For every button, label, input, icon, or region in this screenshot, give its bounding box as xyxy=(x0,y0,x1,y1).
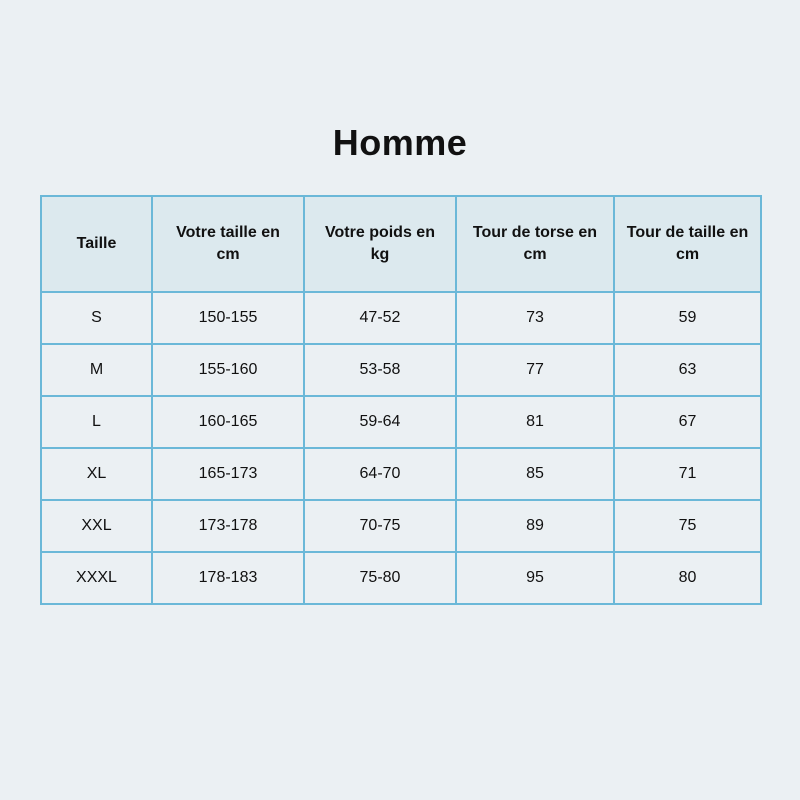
table-row xyxy=(41,552,761,604)
cell-weight: 47-52 xyxy=(304,292,456,344)
cell-height: 160-165 xyxy=(152,396,304,448)
cell-waist: 75 xyxy=(614,500,761,552)
cell-waist: 59 xyxy=(614,292,761,344)
table-row xyxy=(41,292,761,344)
cell-height: 173-178 xyxy=(152,500,304,552)
cell-weight: 53-58 xyxy=(304,344,456,396)
cell-size: XXL xyxy=(41,500,152,552)
size-chart-table xyxy=(40,195,762,605)
cell-size: S xyxy=(41,292,152,344)
table-body xyxy=(41,292,761,604)
cell-weight: 64-70 xyxy=(304,448,456,500)
cell-weight: 59-64 xyxy=(304,396,456,448)
header-row xyxy=(41,196,761,292)
cell-waist: 71 xyxy=(614,448,761,500)
cell-height: 155-160 xyxy=(152,344,304,396)
cell-weight: 70-75 xyxy=(304,500,456,552)
cell-weight: 75-80 xyxy=(304,552,456,604)
cell-waist: 63 xyxy=(614,344,761,396)
cell-size: M xyxy=(41,344,152,396)
cell-chest: 85 xyxy=(456,448,614,500)
page-title: Homme xyxy=(332,122,468,163)
header-size: Taille xyxy=(41,196,152,292)
table-header xyxy=(41,196,761,292)
table-row xyxy=(41,500,761,552)
header-height: Votre taille en cm xyxy=(152,196,304,292)
cell-height: 165-173 xyxy=(152,448,304,500)
cell-waist: 80 xyxy=(614,552,761,604)
cell-chest: 89 xyxy=(456,500,614,552)
table-row xyxy=(41,448,761,500)
cell-chest: 77 xyxy=(456,344,614,396)
cell-chest: 73 xyxy=(456,292,614,344)
header-waist: Tour de taille en cm xyxy=(614,196,761,292)
cell-chest: 95 xyxy=(456,552,614,604)
table-row xyxy=(41,344,761,396)
cell-chest: 81 xyxy=(456,396,614,448)
cell-size: L xyxy=(41,396,152,448)
cell-size: XL xyxy=(41,448,152,500)
cell-height: 150-155 xyxy=(152,292,304,344)
header-chest: Tour de torse en cm xyxy=(456,196,614,292)
cell-size: XXXL xyxy=(41,552,152,604)
table-row xyxy=(41,396,761,448)
cell-height: 178-183 xyxy=(152,552,304,604)
cell-waist: 67 xyxy=(614,396,761,448)
header-weight: Votre poids en kg xyxy=(304,196,456,292)
